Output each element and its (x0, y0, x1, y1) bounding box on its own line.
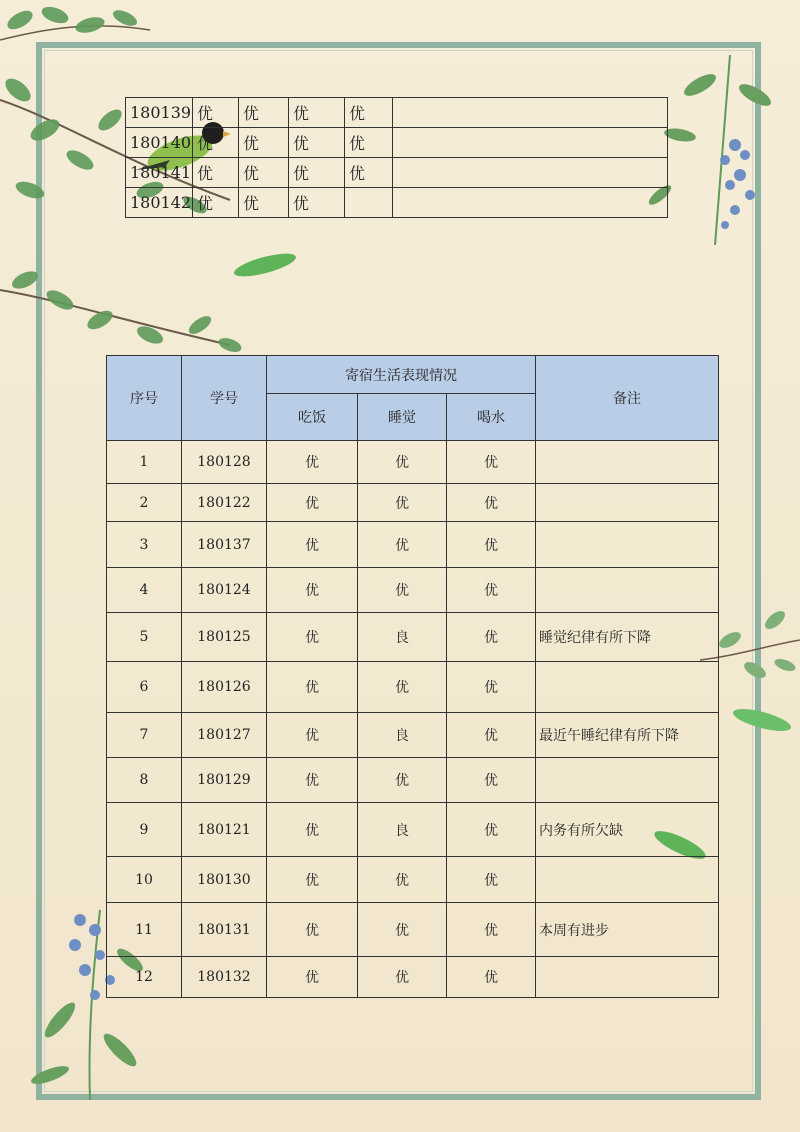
cell-student-id: 180124 (182, 568, 267, 613)
cell: 180140 (126, 128, 193, 158)
cell-seq: 8 (107, 758, 182, 803)
cell-seq: 7 (107, 713, 182, 758)
table-row (126, 128, 668, 158)
cell: 优 (239, 98, 289, 128)
table-row (107, 484, 719, 522)
cell-drink: 优 (447, 803, 536, 857)
cell-drink: 优 (447, 568, 536, 613)
header-note: 备注 (536, 356, 719, 441)
cell-seq: 9 (107, 803, 182, 857)
cell-student-id: 180128 (182, 441, 267, 484)
cell-sleep: 优 (358, 957, 447, 998)
header-eat: 吃饭 (267, 394, 358, 441)
header-sleep: 睡觉 (358, 394, 447, 441)
cell-sleep: 优 (358, 441, 447, 484)
table-row (126, 188, 668, 218)
header-seq: 序号 (107, 356, 182, 441)
cell-eat: 优 (267, 758, 358, 803)
cell: 优 (193, 188, 239, 218)
cell-sleep: 优 (358, 484, 447, 522)
cell: 180142 (126, 188, 193, 218)
cell-note: 最近午睡纪律有所下降 (536, 713, 719, 758)
cell-seq: 10 (107, 857, 182, 903)
cell-note: 内务有所欠缺 (536, 803, 719, 857)
header-group: 寄宿生活表现情况 (267, 356, 536, 394)
table-row (107, 957, 719, 998)
cell-student-id: 180131 (182, 903, 267, 957)
cell-sleep: 良 (358, 613, 447, 662)
cell: 180141 (126, 158, 193, 188)
cell: 优 (289, 188, 345, 218)
cell-seq: 11 (107, 903, 182, 957)
cell: 优 (345, 98, 393, 128)
cell-seq: 1 (107, 441, 182, 484)
cell-student-id: 180132 (182, 957, 267, 998)
table-row (107, 713, 719, 758)
cell-note (536, 522, 719, 568)
cell: 优 (239, 158, 289, 188)
cell-eat: 优 (267, 803, 358, 857)
cell-note (536, 758, 719, 803)
cell (345, 188, 393, 218)
cell-drink: 优 (447, 613, 536, 662)
cell: 优 (289, 128, 345, 158)
cell-sleep: 优 (358, 522, 447, 568)
cell-note (536, 662, 719, 713)
cell-student-id: 180125 (182, 613, 267, 662)
table-row (107, 662, 719, 713)
cell-sleep: 优 (358, 903, 447, 957)
falling-leaf-1 (230, 250, 300, 280)
cell: 优 (289, 158, 345, 188)
cell-drink: 优 (447, 522, 536, 568)
cell-drink: 优 (447, 857, 536, 903)
cell-drink: 优 (447, 713, 536, 758)
table-row (107, 522, 719, 568)
table-row (126, 98, 668, 128)
cell (393, 98, 668, 128)
cell-sleep: 优 (358, 857, 447, 903)
cell-eat: 优 (267, 441, 358, 484)
table-row (107, 441, 719, 484)
cell-note (536, 568, 719, 613)
cell-eat: 优 (267, 957, 358, 998)
cell-eat: 优 (267, 613, 358, 662)
cell-student-id: 180130 (182, 857, 267, 903)
main-table (106, 355, 719, 998)
cell-seq: 12 (107, 957, 182, 998)
cell-seq: 4 (107, 568, 182, 613)
table-row (107, 568, 719, 613)
table-row (107, 857, 719, 903)
cell-seq: 5 (107, 613, 182, 662)
cell-seq: 3 (107, 522, 182, 568)
cell: 优 (193, 98, 239, 128)
cell-note (536, 957, 719, 998)
cell-sleep: 良 (358, 803, 447, 857)
cell-student-id: 180137 (182, 522, 267, 568)
cell-student-id: 180121 (182, 803, 267, 857)
cell-drink: 优 (447, 758, 536, 803)
cell-eat: 优 (267, 484, 358, 522)
cell: 优 (239, 128, 289, 158)
cell: 优 (289, 98, 345, 128)
cell-sleep: 优 (358, 568, 447, 613)
cell-drink: 优 (447, 957, 536, 998)
table-row (107, 613, 719, 662)
cell-eat: 优 (267, 662, 358, 713)
cell-student-id: 180126 (182, 662, 267, 713)
cell-student-id: 180122 (182, 484, 267, 522)
cell-note: 睡觉纪律有所下降 (536, 613, 719, 662)
cell-drink: 优 (447, 484, 536, 522)
cell-eat: 优 (267, 857, 358, 903)
cell-note (536, 484, 719, 522)
cell (393, 158, 668, 188)
cell: 优 (345, 158, 393, 188)
falling-leaf-2 (730, 705, 795, 735)
cell-sleep: 良 (358, 713, 447, 758)
top-table (125, 97, 668, 218)
table-row (107, 803, 719, 857)
cell-drink: 优 (447, 441, 536, 484)
cell-eat: 优 (267, 903, 358, 957)
cell-eat: 优 (267, 568, 358, 613)
cell-drink: 优 (447, 903, 536, 957)
table-row (126, 158, 668, 188)
cell: 180139 (126, 98, 193, 128)
header-drink: 喝水 (447, 394, 536, 441)
cell-seq: 2 (107, 484, 182, 522)
cell: 优 (193, 128, 239, 158)
cell: 优 (239, 188, 289, 218)
cell-student-id: 180127 (182, 713, 267, 758)
cell: 优 (193, 158, 239, 188)
cell (393, 188, 668, 218)
table-row (107, 903, 719, 957)
cell-note (536, 857, 719, 903)
cell: 优 (345, 128, 393, 158)
header-student-id: 学号 (182, 356, 267, 441)
header-row (107, 356, 719, 394)
cell-student-id: 180129 (182, 758, 267, 803)
table-row (107, 758, 719, 803)
cell-sleep: 优 (358, 662, 447, 713)
cell-note: 本周有进步 (536, 903, 719, 957)
cell-drink: 优 (447, 662, 536, 713)
cell-note (536, 441, 719, 484)
cell-seq: 6 (107, 662, 182, 713)
cell-eat: 优 (267, 522, 358, 568)
cell-eat: 优 (267, 713, 358, 758)
cell (393, 128, 668, 158)
cell-sleep: 优 (358, 758, 447, 803)
